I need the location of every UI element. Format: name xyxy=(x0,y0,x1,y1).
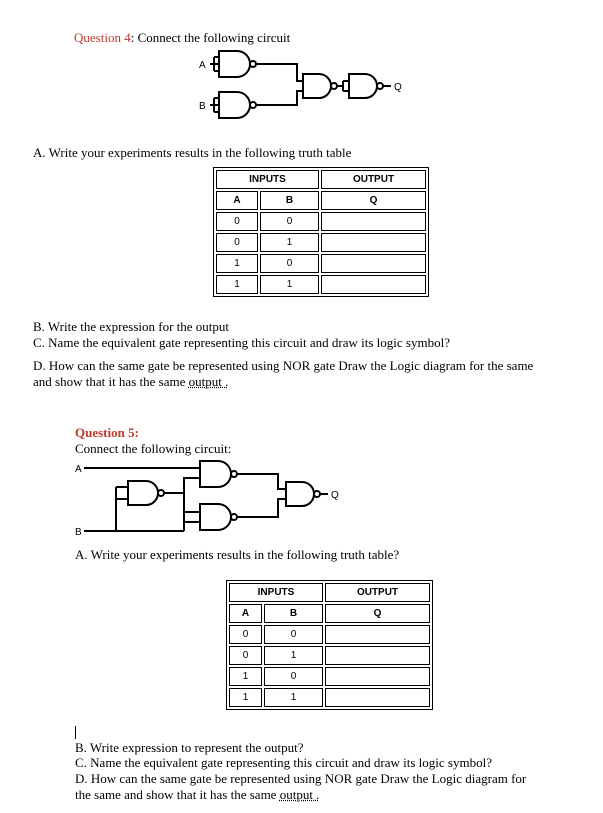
col-a-header: A xyxy=(229,604,262,623)
q4-inverter-bubble-3 xyxy=(331,83,337,89)
q4-part-c: C. Name the equivalent gate representing this circuit and draw its logic symbol? xyxy=(33,335,450,350)
q5-output-link: output . xyxy=(279,787,320,802)
col-b-header: B xyxy=(260,191,319,210)
col-b-header: B xyxy=(264,604,323,623)
q5-circuit-diagram xyxy=(72,456,362,538)
q4-output-link: output . xyxy=(188,374,229,389)
q4-inverter-bubble-2 xyxy=(250,102,256,108)
table-subheader-row xyxy=(229,604,430,623)
table-row xyxy=(229,667,430,686)
cell-q[interactable] xyxy=(321,233,426,252)
q4-part-d-line1: D. How can the same gate be represented using NOR gate Draw the Logic diagram for the same xyxy=(33,358,534,373)
table-row xyxy=(216,212,426,231)
q4-part-a: A. Write your experiments results in the following truth table xyxy=(33,145,352,160)
q4-title xyxy=(74,30,290,45)
cell-q[interactable] xyxy=(325,625,430,644)
cell-a: 1 xyxy=(229,667,262,686)
q5-part-b: B. Write expression to represent the output? xyxy=(75,740,304,755)
table-row xyxy=(229,625,430,644)
q4-output-q-label: Q xyxy=(394,82,402,93)
q5-output-q-label: Q xyxy=(331,490,339,501)
table-row xyxy=(216,275,426,294)
q4-title-text: : Connect the following circuit xyxy=(130,30,291,45)
q5-nand-gate-4 xyxy=(286,482,314,506)
q5-input-b-label: B xyxy=(75,527,82,538)
q4-nand-gate-2 xyxy=(219,92,250,118)
table-header-row xyxy=(229,583,430,602)
q5-inverter-bubble-3 xyxy=(231,514,237,520)
cell-q[interactable] xyxy=(325,667,430,686)
inputs-header: INPUTS xyxy=(216,170,319,189)
q4-label: Question 4 xyxy=(74,30,131,45)
cell-a: 0 xyxy=(216,212,258,231)
q5-part-d-line2 xyxy=(75,787,319,802)
q5-input-a-label: A xyxy=(75,464,82,475)
q5-inverter-bubble-1 xyxy=(158,490,164,496)
cell-b: 1 xyxy=(260,275,319,294)
col-a-header: A xyxy=(216,191,258,210)
output-header: OUTPUT xyxy=(325,583,430,602)
output-header: OUTPUT xyxy=(321,170,426,189)
cell-a: 0 xyxy=(229,625,262,644)
text-cursor xyxy=(75,726,76,739)
q5-part-c: C. Name the equivalent gate representing this circuit and draw its logic symbol? xyxy=(75,755,492,770)
q4-part-d-line2 xyxy=(33,374,228,389)
cell-a: 1 xyxy=(216,275,258,294)
table-row xyxy=(216,254,426,273)
q4-input-b-label: B xyxy=(199,101,206,112)
cell-q[interactable] xyxy=(321,254,426,273)
cell-q[interactable] xyxy=(325,646,430,665)
cell-a: 0 xyxy=(216,233,258,252)
q5-inverter-bubble-4 xyxy=(314,491,320,497)
q4-nand-gate-3 xyxy=(303,74,331,98)
table-row xyxy=(229,688,430,707)
q5-nand-gate-2 xyxy=(200,461,231,487)
q4-nand-gate-4 xyxy=(349,74,377,98)
table-subheader-row xyxy=(216,191,426,210)
cell-q[interactable] xyxy=(321,212,426,231)
q5-part-a: A. Write your experiments results in the following truth table? xyxy=(75,547,400,562)
cell-b: 0 xyxy=(260,254,319,273)
q4-nand-gate-1 xyxy=(219,51,250,77)
q4-truth-table xyxy=(213,167,429,297)
cell-a: 1 xyxy=(229,688,262,707)
q4-input-a-label: A xyxy=(199,60,206,71)
q5-label: Question 5: xyxy=(75,425,139,440)
cell-b: 0 xyxy=(264,625,323,644)
q4-part-d-text: and show that it has the same xyxy=(33,374,189,389)
q5-part-d-line1: D. How can the same gate be represented using NOR gate Draw the Logic diagram for xyxy=(75,771,527,786)
cell-b: 0 xyxy=(264,667,323,686)
q4-part-b: B. Write the expression for the output xyxy=(33,319,230,334)
col-q-header: Q xyxy=(321,191,426,210)
q4-inverter-bubble-1 xyxy=(250,61,256,67)
cell-q[interactable] xyxy=(321,275,426,294)
cell-a: 0 xyxy=(229,646,262,665)
q5-nand-gate-1 xyxy=(128,481,158,505)
cell-b: 1 xyxy=(260,233,319,252)
cell-a: 1 xyxy=(216,254,258,273)
cell-b: 0 xyxy=(260,212,319,231)
cell-b: 1 xyxy=(264,646,323,665)
cell-b: 1 xyxy=(264,688,323,707)
q4-circuit-diagram xyxy=(195,46,465,136)
table-row xyxy=(229,646,430,665)
q5-nand-gate-3 xyxy=(200,504,231,530)
table-header-row xyxy=(216,170,426,189)
inputs-header: INPUTS xyxy=(229,583,323,602)
q5-truth-table xyxy=(226,580,433,710)
q4-inverter-bubble-4 xyxy=(377,83,383,89)
cell-q[interactable] xyxy=(325,688,430,707)
q5-part-d-text: the same and show that it has the same xyxy=(75,787,280,802)
q5-title: Connect the following circuit: xyxy=(75,441,232,456)
q5-inverter-bubble-2 xyxy=(231,471,237,477)
col-q-header: Q xyxy=(325,604,430,623)
table-row xyxy=(216,233,426,252)
